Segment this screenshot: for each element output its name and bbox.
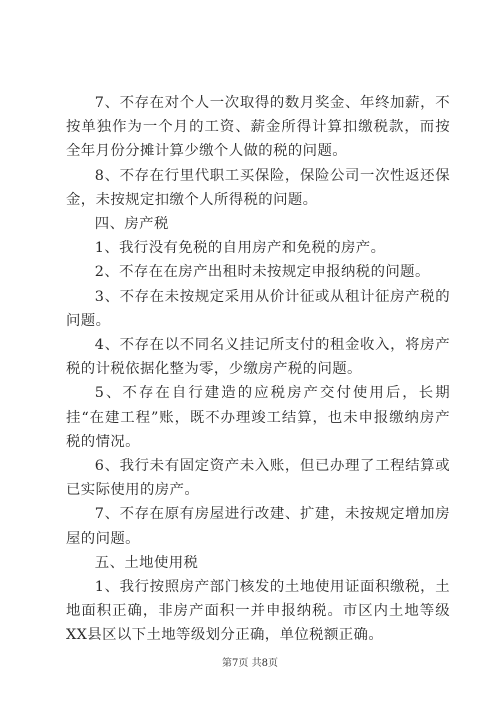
paragraph-property-3: 3、不存在未按规定采用从价计征或从租计征房产税的问题。 <box>66 288 450 329</box>
paragraph-item-7-bonus: 7、不存在对个人一次取得的数月奖金、年终加薪，不按单独作为一个月的工资、薪金所得计算扣缴税款，而按全年月份分摊计算少缴个人做的税的问题。 <box>66 95 450 160</box>
document-body <box>66 91 450 648</box>
section-heading-property-tax: 四、房产税 <box>94 216 169 233</box>
paragraph-property-2: 2、不存在在房产出租时未按规定申报纳税的问题。 <box>94 264 430 281</box>
paragraph-property-6: 6、我行未有固定资产未入账，但已办理了工程结算或已实际使用的房产。 <box>66 458 450 499</box>
paragraph-land-1: 1、我行按照房产部门核发的土地使用证面积缴税，土地面积正确，非房产面积一并申报纳税。市区内土地等级XX县区以下土地等级划分正确，单位税额正确。 <box>66 579 450 644</box>
paragraph-property-4: 4、不存在以不同名义挂记所支付的租金收入，将房产税的计税依据化整为零，少缴房产税的问题。 <box>66 337 450 378</box>
paragraph-property-5: 5、不存在自行建造的应税房产交付使用后，长期挂“在建工程”账，既不办理竣工结算，也未申报缴纳房产税的情况。 <box>66 385 450 450</box>
paragraph-property-1: 1、我行没有免税的自用房产和免税的房产。 <box>94 240 386 257</box>
section-heading-land-use-tax: 五、土地使用税 <box>94 554 199 571</box>
paragraph-item-8-insurance: 8、不存在行里代职工买保险，保险公司一次性返还保金，未按规定扣缴个人所得税的问题。 <box>66 167 450 208</box>
page-number-footer: 第7页 共8页 <box>222 658 278 669</box>
paragraph-property-7: 7、不存在原有房屋进行改建、扩建，未按规定增加房屋的问题。 <box>66 506 450 547</box>
